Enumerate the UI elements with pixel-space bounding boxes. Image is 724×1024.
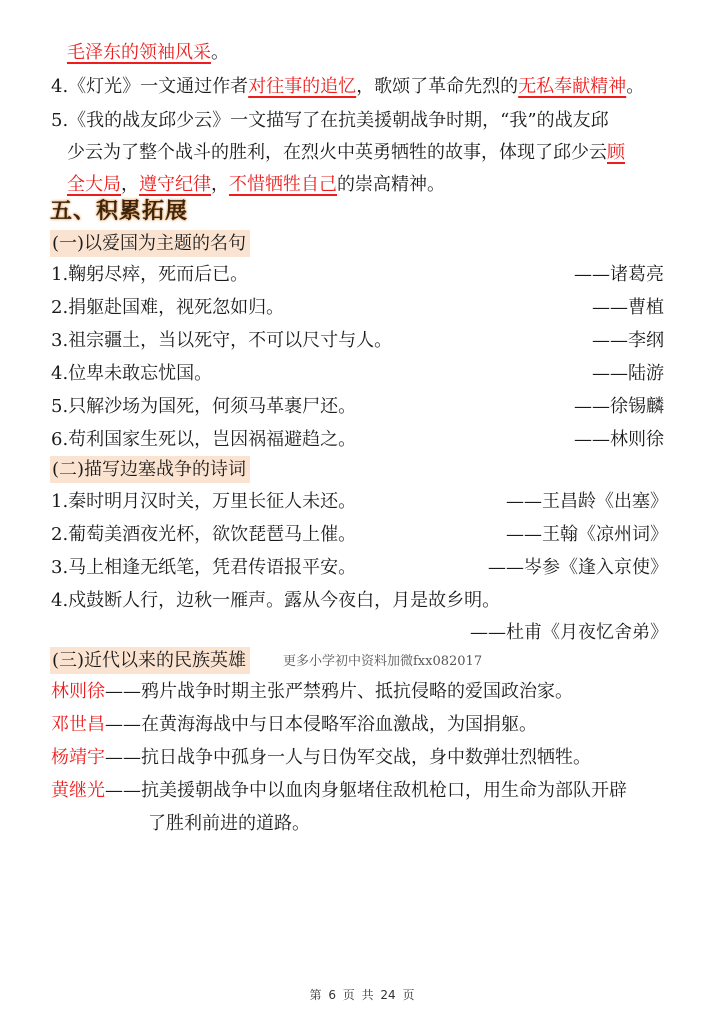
highlight-text: 顾 — [607, 142, 625, 163]
subsection-title: (三)近代以来的民族英雄 — [50, 647, 250, 674]
poem-source: ——杜甫《月夜忆舍弟》 — [470, 622, 668, 643]
subsection-title: (一)以爱国为主题的名句 — [50, 230, 250, 257]
hero-entry — [51, 778, 627, 804]
quote-author: ——李纲 — [592, 330, 664, 351]
list-item — [51, 108, 609, 134]
page-number: 第 6 页 共 24 页 — [309, 988, 415, 1002]
section-heading: 五、积累拓展 — [50, 198, 189, 224]
quote-author: ——陆游 — [592, 363, 664, 384]
highlight-text: 对往事的追忆 — [248, 76, 357, 97]
quote-text: 6.苟利国家生死以，岂因祸福避趋之。 — [51, 429, 357, 450]
poem-source: ——岑参《逢入京使》 — [488, 557, 668, 578]
hero-desc: ——抗日战争中孤身一人与日伪军交战，身中数弹壮烈牺牲。 — [105, 747, 591, 768]
quote-author: ——徐锡麟 — [574, 396, 664, 417]
item-text: ，歌颂了革命先烈的 — [356, 76, 519, 97]
punctuation: ， — [211, 174, 229, 195]
poem-line: 3.马上相逢无纸笔，凭君传语报平安。 — [51, 557, 357, 578]
item-text: 5.《我的战友邱少云》一文描写了在抗美援朝战争时期，“我”的战友邱 — [51, 110, 609, 131]
hero-desc: ——抗美援朝战争中以血肉身躯堵住敌机枪口，用生命为部队开辟 — [105, 780, 627, 801]
quote-author: ——曹植 — [592, 297, 664, 318]
quote-author: ——林则徐 — [574, 429, 664, 450]
highlight-text: 无私奉献精神 — [518, 76, 627, 97]
poem-line: 2.葡萄美酒夜光杯，欲饮琵琶马上催。 — [51, 524, 357, 545]
poem-line: 4.戍鼓断人行，边秋一雁声。露从今夜白，月是故乡明。 — [51, 590, 501, 611]
punctuation: ， — [121, 174, 139, 195]
hero-name: 林则徐 — [51, 681, 105, 702]
list-item-continuation — [67, 172, 445, 198]
hero-desc: ——在黄海海战中与日本侵略军浴血激战，为国捐躯。 — [105, 714, 537, 735]
poem-source: ——王昌龄《出塞》 — [506, 491, 668, 512]
hero-entry — [51, 745, 591, 771]
watermark-text: 更多小学初中资料加微fxx082017 — [283, 654, 483, 669]
quote-text: 3.祖宗疆土，当以死守，不可以尺寸与人。 — [51, 330, 393, 351]
quote-text: 1.鞠躬尽瘁，死而后已。 — [51, 264, 249, 285]
hero-name: 邓世昌 — [51, 714, 105, 735]
highlight-text: 遵守纪律 — [139, 174, 211, 195]
item-text: 少云为了整个战斗的胜利，在烈火中英勇牺牲的故事，体现了邱少云 — [67, 142, 607, 163]
highlight-text: 毛泽东的领袖风采 — [67, 42, 211, 63]
hero-name: 黄继光 — [51, 780, 105, 801]
punctuation: 。 — [626, 76, 645, 97]
quote-author: ——诸葛亮 — [574, 264, 664, 285]
list-item — [51, 74, 644, 100]
highlight-text: 不惜牺牲自己 — [229, 174, 337, 195]
hero-entry — [51, 679, 573, 705]
hero-entry-continuation: 了胜利前进的道路。 — [148, 813, 310, 834]
hero-desc: ——鸦片战争时期主张严禁鸦片、抵抗侵略的爱国政治家。 — [105, 681, 573, 702]
poem-line: 1.秦时明月汉时关，万里长征人未还。 — [51, 491, 357, 512]
punctuation: 。 — [211, 42, 229, 63]
poem-source: ——王翰《凉州词》 — [506, 524, 668, 545]
text-line — [67, 40, 229, 66]
item-text: 4.《灯光》一文通过作者 — [51, 76, 249, 97]
highlight-text: 全大局 — [67, 174, 121, 195]
list-item-continuation — [67, 140, 625, 166]
subsection-title: (二)描写边塞战争的诗词 — [50, 456, 250, 483]
hero-name: 杨靖宇 — [51, 747, 105, 768]
quote-text: 4.位卑未敢忘忧国。 — [51, 363, 213, 384]
quote-text: 2.捐躯赴国难，视死忽如归。 — [51, 297, 285, 318]
hero-entry — [51, 712, 537, 738]
item-text: 的崇高精神。 — [337, 174, 445, 195]
quote-text: 5.只解沙场为国死，何须马革裹尸还。 — [51, 396, 357, 417]
